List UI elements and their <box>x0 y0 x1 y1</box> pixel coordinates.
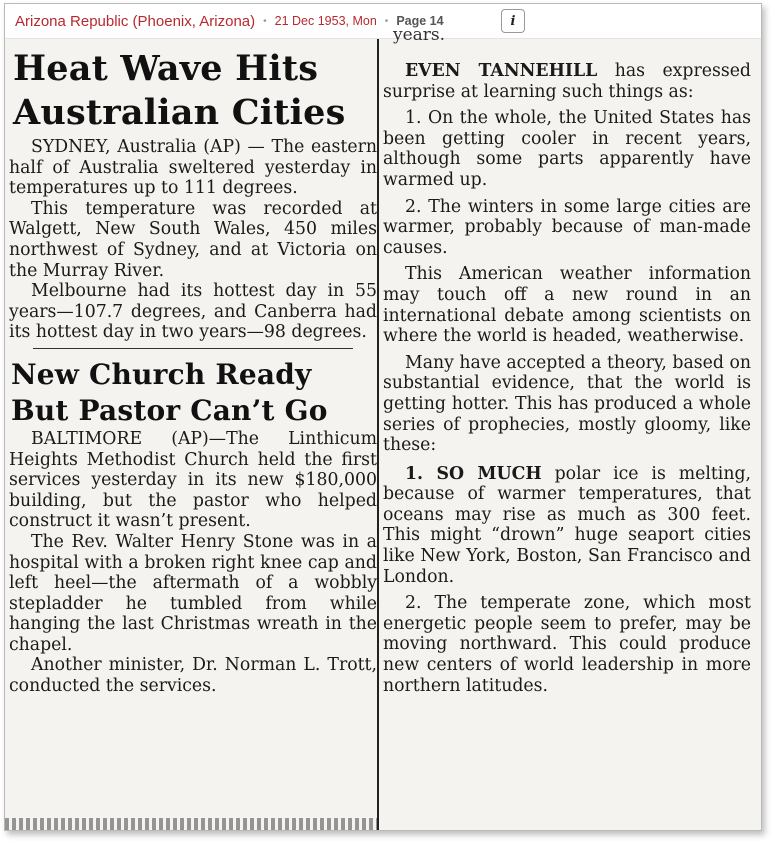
story1-paragraph: Melbourne had its hottest day in 55 years—107.7 degrees, and Canberra had its hottest day in two years—98 degrees. <box>9 281 377 343</box>
viewer-header <box>5 4 761 39</box>
story2-paragraph: Another minister, Dr. Norman L. Trott, conducted the services. <box>9 655 377 697</box>
headline-heat-wave-line2: Australian Cities <box>13 92 346 133</box>
lead-in-bold: EVEN TANNEHILL <box>405 61 598 81</box>
story1-paragraph: This temperature was recorded at Walgett, New South Wales, 450 miles northwest of Sydney, and at Victoria on the Murray River. <box>9 198 377 281</box>
story2-paragraph: BALTIMORE (AP)—The Linthicum Heights Methodist Church held the first services yesterday in its new $180,000 building, but the pastor who helped construct it wasn’t present. <box>9 428 377 532</box>
headline-church-line1: New Church Ready <box>11 357 312 391</box>
headline-church-line2: But Pastor Can’t Go <box>11 393 328 427</box>
tannehill-paragraph <box>383 61 751 102</box>
column-divider <box>377 39 379 830</box>
list-item-paragraph: 2. The winters in some large cities are warmer, probably because of man-made causes. <box>383 196 751 258</box>
publication-link[interactable]: Arizona Republic (Phoenix, Arizona) <box>15 12 256 30</box>
cut-off-text: years. <box>393 25 446 45</box>
info-glyph: i <box>510 13 516 29</box>
story2-paragraph: The Rev. Walter Henry Stone was in a hospital with a broken right knee cap and left heel—the aftermath of a wobbly stepladder he tumbled from while hanging the last Christmas wreath in the chapel. <box>9 531 377 655</box>
info-icon[interactable] <box>501 9 525 33</box>
body-paragraph: This American weather information may touch off a new round in an international debate among scientists on where the world is headed, weatherwise. <box>383 264 751 347</box>
left-column <box>9 39 377 697</box>
story-separator <box>33 348 353 349</box>
headline-heat-wave-line1: Heat Wave Hits <box>13 48 319 89</box>
paragraph-text: polar ice is melting, because of warmer temperatures, that oceans may rise as much as 300 feet. This might “drown” huge seaport cities like New York, Boston, San Francisco and London. <box>383 463 752 587</box>
torn-edge <box>5 818 377 830</box>
separator-dot: • <box>263 15 267 27</box>
prophecy-paragraph <box>383 464 751 588</box>
newspaper-clipping <box>5 25 761 830</box>
separator-dot: • <box>384 15 389 27</box>
page-number: Page 14 <box>396 14 444 28</box>
issue-date: 21 Dec 1953, Mon <box>274 14 377 28</box>
viewer-frame <box>4 3 762 831</box>
body-paragraph: Many have accepted a theory, based on substantial evidence, that the world is getting hotter. This has produced a whole series of prophecies, mostly gloomy, like these: <box>383 352 751 456</box>
lead-in-bold: 1. SO MUCH <box>405 463 542 484</box>
prophecy-paragraph: 2. The temperate zone, which most energetic people seem to prefer, may be moving northward. This could produce new centers of world leadership in more northern latitudes. <box>383 593 751 696</box>
story1-paragraph: SYDNEY, Australia (AP) — The eastern half of Australia sweltered yesterday in temperatures up to 111 degrees. <box>9 137 377 199</box>
list-item-paragraph: 1. On the whole, the United States has been getting cooler in recent years, although some parts apparently have warmed up. <box>383 108 751 190</box>
paragraph-text: has expressed surprise at learning such things as: <box>383 61 751 102</box>
right-column <box>383 25 752 696</box>
